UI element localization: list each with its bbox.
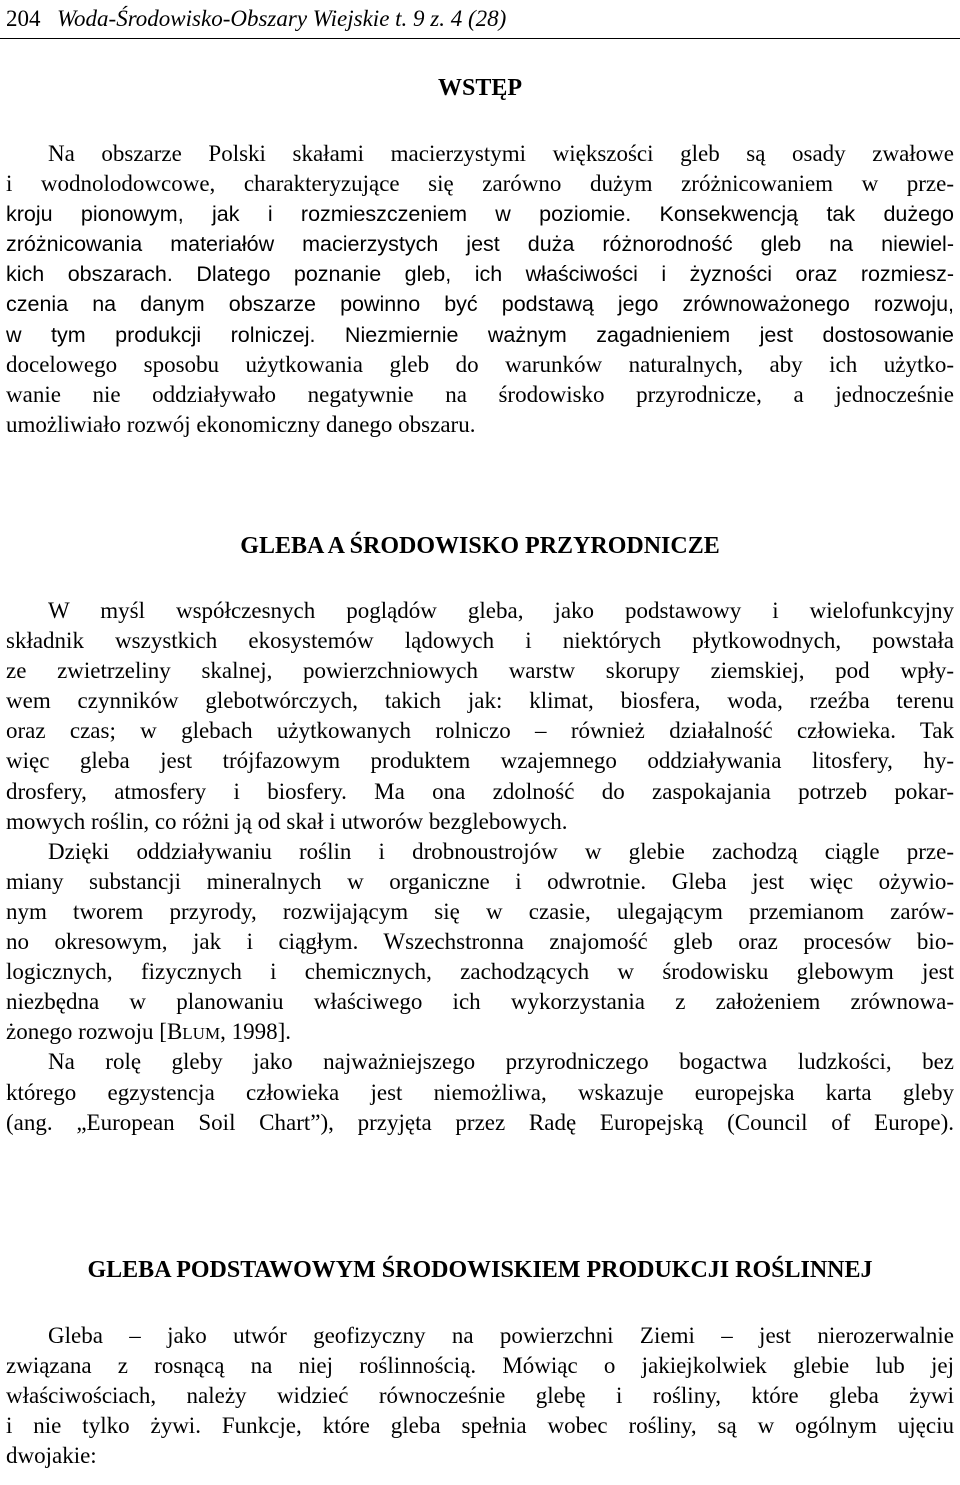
citation-author-initial: B (166, 1019, 183, 1045)
paragraph-line: niezbędna w planowaniu właściwego ich wykorzystania z założeniem zrównowa- (6, 989, 954, 1015)
paragraph-line: czenia na danym obszarze powinno być podstawą jego zrównoważonego rozwoju, (6, 292, 954, 317)
paragraph-line: no okresowym, jak i ciągłym. Wszechstronna znajomość gleb oraz procesów bio- (6, 929, 954, 955)
paragraph-line: W myśl współczesnych poglądów gleba, jako podstawowy i wielofunkcyjny (48, 598, 954, 623)
paragraph-line: składnik wszystkich ekosystemów lądowych i niektórych płytkowodnych, powstała (6, 628, 954, 654)
paragraph-line: i nie tylko żywi. Funkcje, które gleba spełnia wobec rośliny, są w ogólnym ujęciu (6, 1413, 954, 1439)
section-heading-wstep: WSTĘP (437, 75, 523, 101)
paragraph-line: drosfery, atmosfery i biosfery. Ma ona zdolność do zaspokajania potrzeb pokar- (6, 778, 954, 804)
paragraph-line: mowych roślin, co różni ją od skał i utworów bezglebowych. (6, 808, 568, 834)
paragraph-line: kich obszarach. Dlatego poznanie gleb, ich właściwości i żyzności oraz rozmiesz- (6, 262, 954, 287)
paragraph-line: ze zwietrzeliny skalnej, powierzchniowych warstw skorupy ziemskiej, pod wpły- (6, 658, 954, 684)
paragraph-line: którego egzystencja człowieka jest niemożliwa, wskazuje europejska karta gleby (6, 1079, 954, 1105)
header-rule (0, 38, 960, 39)
paragraph-line: wanie nie oddziaływało negatywnie na środowisko przyrodnicze, a jednocześnie (6, 381, 954, 407)
running-header (6, 2, 956, 36)
paragraph-line: umożliwiało rozwój ekonomiczny danego obszaru. (6, 411, 476, 437)
paragraph-line: Gleba – jako utwór geofizyczny na powierzchni Ziemi – jest nierozerwalnie (48, 1323, 954, 1348)
paragraph-line: Dzięki oddziaływaniu roślin i drobnoustrojów w glebie zachodzą ciągle prze- (48, 838, 954, 864)
paragraph-line: nym tworem przyrody, rozwijającym się w czasie, ulegającym przemianom zarów- (6, 898, 954, 924)
section-body-gleba-podstawowym (6, 1321, 954, 1471)
paragraph-line: właściwościach, należy widzieć równocześnie glebę i rośliny, które gleba żywi (6, 1383, 954, 1409)
section-body-wstep (6, 139, 954, 440)
paragraph-line: związana z rosnącą na niej roślinnością. Mówiąc o jakiejkolwiek glebie lub jej (6, 1353, 954, 1379)
citation-author-rest: LUM (182, 1024, 221, 1044)
section-heading-gleba-a-srodowisko: GLEBA A ŚRODOWISKO PRZYRODNICZE (240, 533, 720, 559)
paragraph-line: w tym produkcji rolniczej. Niezmiernie ważnym zagadnieniem jest dostosowanie (6, 322, 954, 347)
paragraph-line: Na rolę gleby jako najważniejszego przyrodniczego bogactwa ludzkości, bez (48, 1049, 954, 1075)
page-number: 204 (6, 6, 41, 31)
paragraph-line: wem czynników glebotwórczych, takich jak: klimat, biosfera, woda, rzeźba terenu (6, 688, 954, 714)
paragraph-line: i wodnolodowcowe, charakteryzujące się zarówno dużym zróżnicowaniem w prze- (6, 171, 954, 197)
paragraph-line: dwojakie: (6, 1443, 97, 1469)
section-body-gleba-a-srodowisko (6, 596, 954, 1138)
paragraph-line: Na obszarze Polski skałami macierzystymi większości gleb są osady zwałowe (48, 141, 954, 166)
citation-year: , 1998]. (220, 1019, 291, 1045)
paragraph-line-citation (6, 1017, 954, 1047)
section-heading-gleba-podstawowym: GLEBA PODSTAWOWYM ŚRODOWISKIEM PRODUKCJI ROŚLINNEJ (87, 1257, 873, 1283)
paragraph-line: kroju pionowym, jak i rozmieszczeniem w poziomie. Konsekwencją tak dużego (6, 202, 954, 227)
journal-reference: Woda-Środowisko-Obszary Wiejskie t. 9 z. 4 (28) (57, 6, 507, 31)
paragraph-line: docelowego sposobu użytkowania gleb do warunków naturalnych, aby ich użytko- (6, 351, 954, 377)
paragraph-line: oraz czas; w glebach użytkowanych rolniczo – również działalność człowieka. Tak (6, 718, 954, 744)
paragraph-line: zróżnicowania materiałów macierzystych jest duża różnorodność gleb na niewiel- (6, 232, 954, 257)
paragraph-line: (ang. „European Soil Chart”), przyjęta przez Radę Europejską (Council of Europe). (6, 1109, 954, 1135)
text-run: żonego rozwoju [ (6, 1019, 167, 1045)
paragraph-line: miany substancji mineralnych w organiczne i odwrotnie. Gleba jest więc ożywio- (6, 868, 954, 894)
paragraph-line: więc gleba jest trójfazowym produktem wzajemnego oddziaływania litosfery, hy- (6, 748, 954, 774)
paragraph-line: logicznych, fizycznych i chemicznych, zachodzących w środowisku glebowym jest (6, 959, 954, 985)
